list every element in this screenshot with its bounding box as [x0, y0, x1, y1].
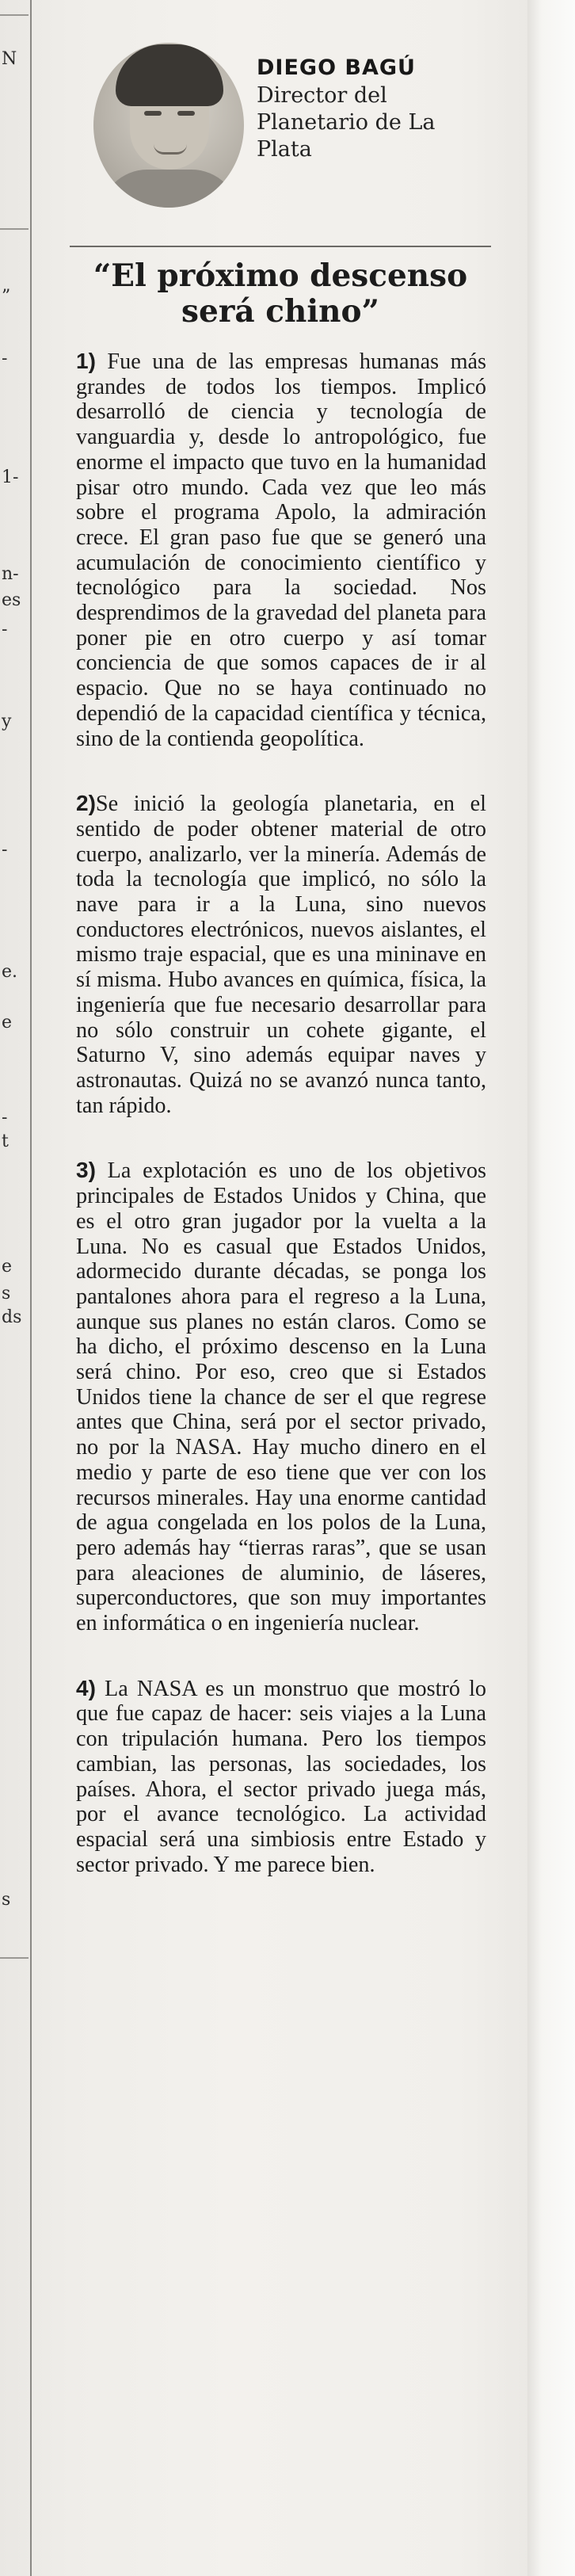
column-fragment: ”: [2, 287, 11, 307]
divider: [70, 246, 491, 247]
page-edge: [527, 0, 575, 2576]
answer-paragraph: [76, 1676, 486, 1878]
column-fragment: -: [2, 349, 8, 368]
author-role: Director del Planetario de La Plata: [257, 83, 436, 162]
column-fragment: e: [2, 1013, 13, 1032]
answer-text: La NASA es un monstruo que mostró lo que fue capaz de hacer: seis viajes a la Luna con tripulación humana. Pero los tiempos cambian, las personas, las sociedades, los países. Ahora, el sector privado juega más, por el avance tecnológico. La actividad espacial será una simbiosis entre Estado y sector privado. Y me parece bien.: [76, 1676, 486, 1877]
column-fragment: s: [2, 1284, 11, 1303]
author-name: DIEGO BAGÚ: [257, 55, 416, 80]
previous-column-fragment: [0, 0, 29, 2576]
column-fragment: 1-: [2, 467, 19, 487]
column-fragment: es: [2, 590, 21, 610]
byline-header: [70, 38, 513, 228]
column-fragment: y: [2, 712, 12, 731]
column-fragment: n-: [2, 564, 19, 584]
answer-number: 4): [76, 1675, 96, 1700]
answer-number: 1): [76, 349, 96, 373]
answer-number: 3): [76, 1158, 96, 1183]
column-fragment: -: [2, 620, 8, 639]
answer-paragraph: [76, 1158, 486, 1635]
answer-text: La explotación es uno de los objetivos principales de Estados Unidos y China, que es el otro gran jugador por la vuelta a la Luna. No es casual que Estados Unidos, adormecido durante décadas, se ponga los pantalones ahora para el regreso a la Luna, aunque sus planes no están claros. Como se ha dicho, el próximo descenso en la Luna será chino. Por eso, creo que si Estados Unidos tiene la chance de ser el que regrese antes que China, será por el sector privado, no por la NASA. Hay mucho dinero en el medio y parte de eso tiene que ver con los recursos minerales. Hay una enorme cantidad de agua congelada en los polos de la Luna, pero además hay “tierras raras”, que se usan para aleaciones de aluminio, de láseres, superconductores, que son muy importantes en informática o en ingeniería nuclear.: [76, 1158, 486, 1636]
answer-number: 2): [76, 791, 96, 816]
divider: [0, 1957, 29, 1959]
column-fragment: N: [2, 49, 17, 69]
column-fragment: ds: [2, 1307, 22, 1327]
column-rule: [30, 0, 32, 2576]
column-fragment: -: [2, 840, 8, 860]
divider: [0, 228, 29, 230]
divider: [0, 14, 29, 16]
article-body: [76, 349, 486, 1917]
answer-text: Fue una de las empresas humanas más grandes de todos los tiempos. Implicó desarrolló de ciencia y tecnología de vanguardia y, desde lo antropológico, fue enorme el impacto que tuvo en la humanidad pisar otro mundo. Cada vez que leo más sobre el programa Apolo, la admiración crece. El gran paso fue que se generó una acumulación de conocimiento científico y tecnológico para la sociedad. Nos desprendimos de la gravedad del planeta para poner pie en otro cuerpo y así tomar conciencia de que somos capaces de ir al espacio. Que no se haya continuado no dependió de la capacidad científica y técnica, sino de la contienda geopolítica.: [76, 349, 486, 751]
column-fragment: e: [2, 1257, 13, 1277]
column-fragment: e.: [2, 962, 18, 982]
avatar: [93, 43, 244, 208]
byline: [257, 55, 510, 163]
answer-paragraph: [76, 349, 486, 751]
answer-paragraph: [76, 791, 486, 1118]
answer-text: Se inició la geología planetaria, en el sentido de poder obtener material de otro cuerpo, analizarlo, ver la minería. Además de toda la tecnología que implicó, no sólo la nave para ir a la Luna, sino nuevos conductores electrónicos, nuevos aislantes, el mismo traje espacial, que es una mininave en sí misma. Hubo avances en química, física, la ingeniería que fue necesario desarrollar para no sólo construir un cohete gigante, el Saturno V, sino además equipar naves y astronautas. Quizá no se avanzó nunca tanto, tan rápido.: [76, 792, 486, 1118]
headline: “El próximo descenso será chino”: [93, 258, 468, 330]
column-fragment: t: [2, 1132, 9, 1151]
column-fragment: s: [2, 1890, 11, 1910]
column-fragment: -: [2, 1108, 8, 1128]
